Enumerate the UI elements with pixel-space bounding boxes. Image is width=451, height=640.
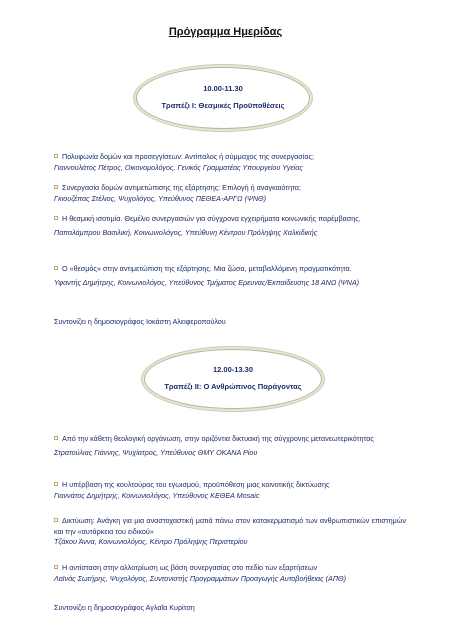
session-2-time: 12.00-13.30 <box>212 365 254 374</box>
bullet-icon <box>54 482 58 486</box>
speaker: Τζάκου Άννα, Κοινωνιολόγος, Κέντρο Πρόληψης Περιστερίου <box>54 537 248 546</box>
session-1-item-3: Η θεσμική ισοτιμία. Θεμέλιο συνεργασιών για σύγχρονα εγχειρήματα κοινωνικής παρέμβασης. Παπαλάμπρου Βασιλική, Κοινωνιολόγος, Υπεύθυνη Κέντρου Πρόληψης Χαλκιδικής <box>54 214 406 238</box>
speaker: Γιαννουλάτος Πέτρος, Οικονομολόγος, Γενικός Γραμματέας Υπουργείου Υγείας <box>54 162 303 172</box>
session-2-item-2: Η υπέρβαση της κουλτούρας του εγωισμού, προϋπόθεση μιας κοινοτικής δικτύωσης Γιαννάτος Δημήτρης, Κοινωνιολόγος, Υπεύθυνος ΚΕΘΕΑ Mosaic <box>54 480 406 501</box>
bullet-icon <box>54 266 58 270</box>
session-1-name: Τραπέζι Ι: Θεσμικές Προϋποθέσεις <box>161 101 285 110</box>
session-2-item-4: Η αντίσταση στην αλλοτρίωση ως βάση συνεργασίας στο πεδίο των εξαρτήσεων Λαϊνάς Σωτήρης, Ψυχολόγος, Συντονιστής Προγραμμάτων Προαγωγής Αυτοβοήθειας (ΑΠΘ) <box>54 563 406 584</box>
session-1-item-1: Πολυφωνία δομών και προσεγγίσεων: Αντίπαλος ή σύμμαχος της συνεργασίας; Γιαννουλάτος Πέτρος, Οικονομολόγος, Γενικός Γραμματέας Υπουργείου Υγείας <box>54 152 406 173</box>
speaker: Λαϊνάς Σωτήρης, Ψυχολόγος, Συντονιστής Προγραμμάτων Προαγωγής Αυτοβοήθειας (ΑΠΘ) <box>54 573 347 583</box>
session-2-coordinator: Συντονίζει η δημοσιογράφος Αγλαΐα Κυρίτση <box>54 603 195 612</box>
bullet-icon <box>54 518 58 522</box>
session-1-time: 10.00-11.30 <box>203 84 243 93</box>
bullet-icon <box>54 216 58 220</box>
speaker: Παπαλάμπρου Βασιλική, Κοινωνιολόγος, Υπεύθυνη Κέντρου Πρόληψης Χαλκιδικής <box>54 227 318 237</box>
session-1-item-4: Ο «θεσμός» στην αντιμετώπιση της εξάρτησης. Μια ζώσα, μεταβαλλόμενη πραγματικότητα. Υφαντής Δημήτρης, Κοινωνιολόγος, Υπεύθυνος Τμήματος Ερευνας/Εκπαίδευσης 18 ΑΝΩ (ΨΝΑ) <box>54 264 406 288</box>
speaker: Γκιουζέπας Στέλιος, Ψυχολόγος, Υπεύθυνος ΠΕΘΕΑ-ΑΡΓΩ (ΨΝΘ) <box>54 193 267 203</box>
bullet-icon <box>54 185 58 189</box>
speaker: Γιαννάτος Δημήτρης, Κοινωνιολόγος, Υπεύθυνος ΚΕΘΕΑ Mosaic <box>54 490 260 500</box>
speaker: Υφαντής Δημήτρης, Κοινωνιολόγος, Υπεύθυνος Τμήματος Ερευνας/Εκπαίδευσης 18 ΑΝΩ (ΨΝΑ) <box>54 277 360 287</box>
session-1-item-2: Συνεργασία δομών αντιμετώπισης της εξάρτησης: Επιλογή ή αναγκαιότητα; Γκιουζέπας Στέλιος, Ψυχολόγος, Υπεύθυνος ΠΕΘΕΑ-ΑΡΓΩ (ΨΝΘ) <box>54 183 406 204</box>
bullet-icon <box>54 565 58 569</box>
session-1-coordinator: Συντονίζει η δημοσιογράφος Ιοκάστη Αλειφεροπούλου <box>54 317 226 326</box>
session-2-item-3: Δικτύωση: Ανάγκη για μια αναστοχαστική ματιά πάνω στον κατακερματισμό των ανθρωπιστικών επιστημών και την «αυτάρκεια του ειδικού» Τζάκου Άννα, Κοινωνιολόγος, Κέντρο Πρόληψης Περιστερίου <box>54 516 406 546</box>
speaker: Στρατούλιας Γιάννης, Ψυχίατρος, Υπεύθυνος ΘΜΥ ΟΚΑΝΑ Ρίου <box>54 447 258 457</box>
bullet-icon <box>54 436 58 440</box>
session-2-header <box>144 349 322 409</box>
bullet-icon <box>54 154 58 158</box>
page-title: Πρόγραμμα Ημερίδας <box>168 26 283 38</box>
session-2-name: Τραπέζι ΙΙ: Ο Ανθρώπινος Παράγοντας <box>164 382 302 391</box>
session-1-header <box>136 67 310 129</box>
session-2-item-1: Από την κάθετη θεολογική οργάνωση, στην οριζόντια δικτυακή της σύγχρονης μετανεωτερικότητας Στρατούλιας Γιάννης, Ψυχίατρος, Υπεύθυνος ΘΜΥ ΟΚΑΝΑ Ρίου <box>54 434 406 458</box>
